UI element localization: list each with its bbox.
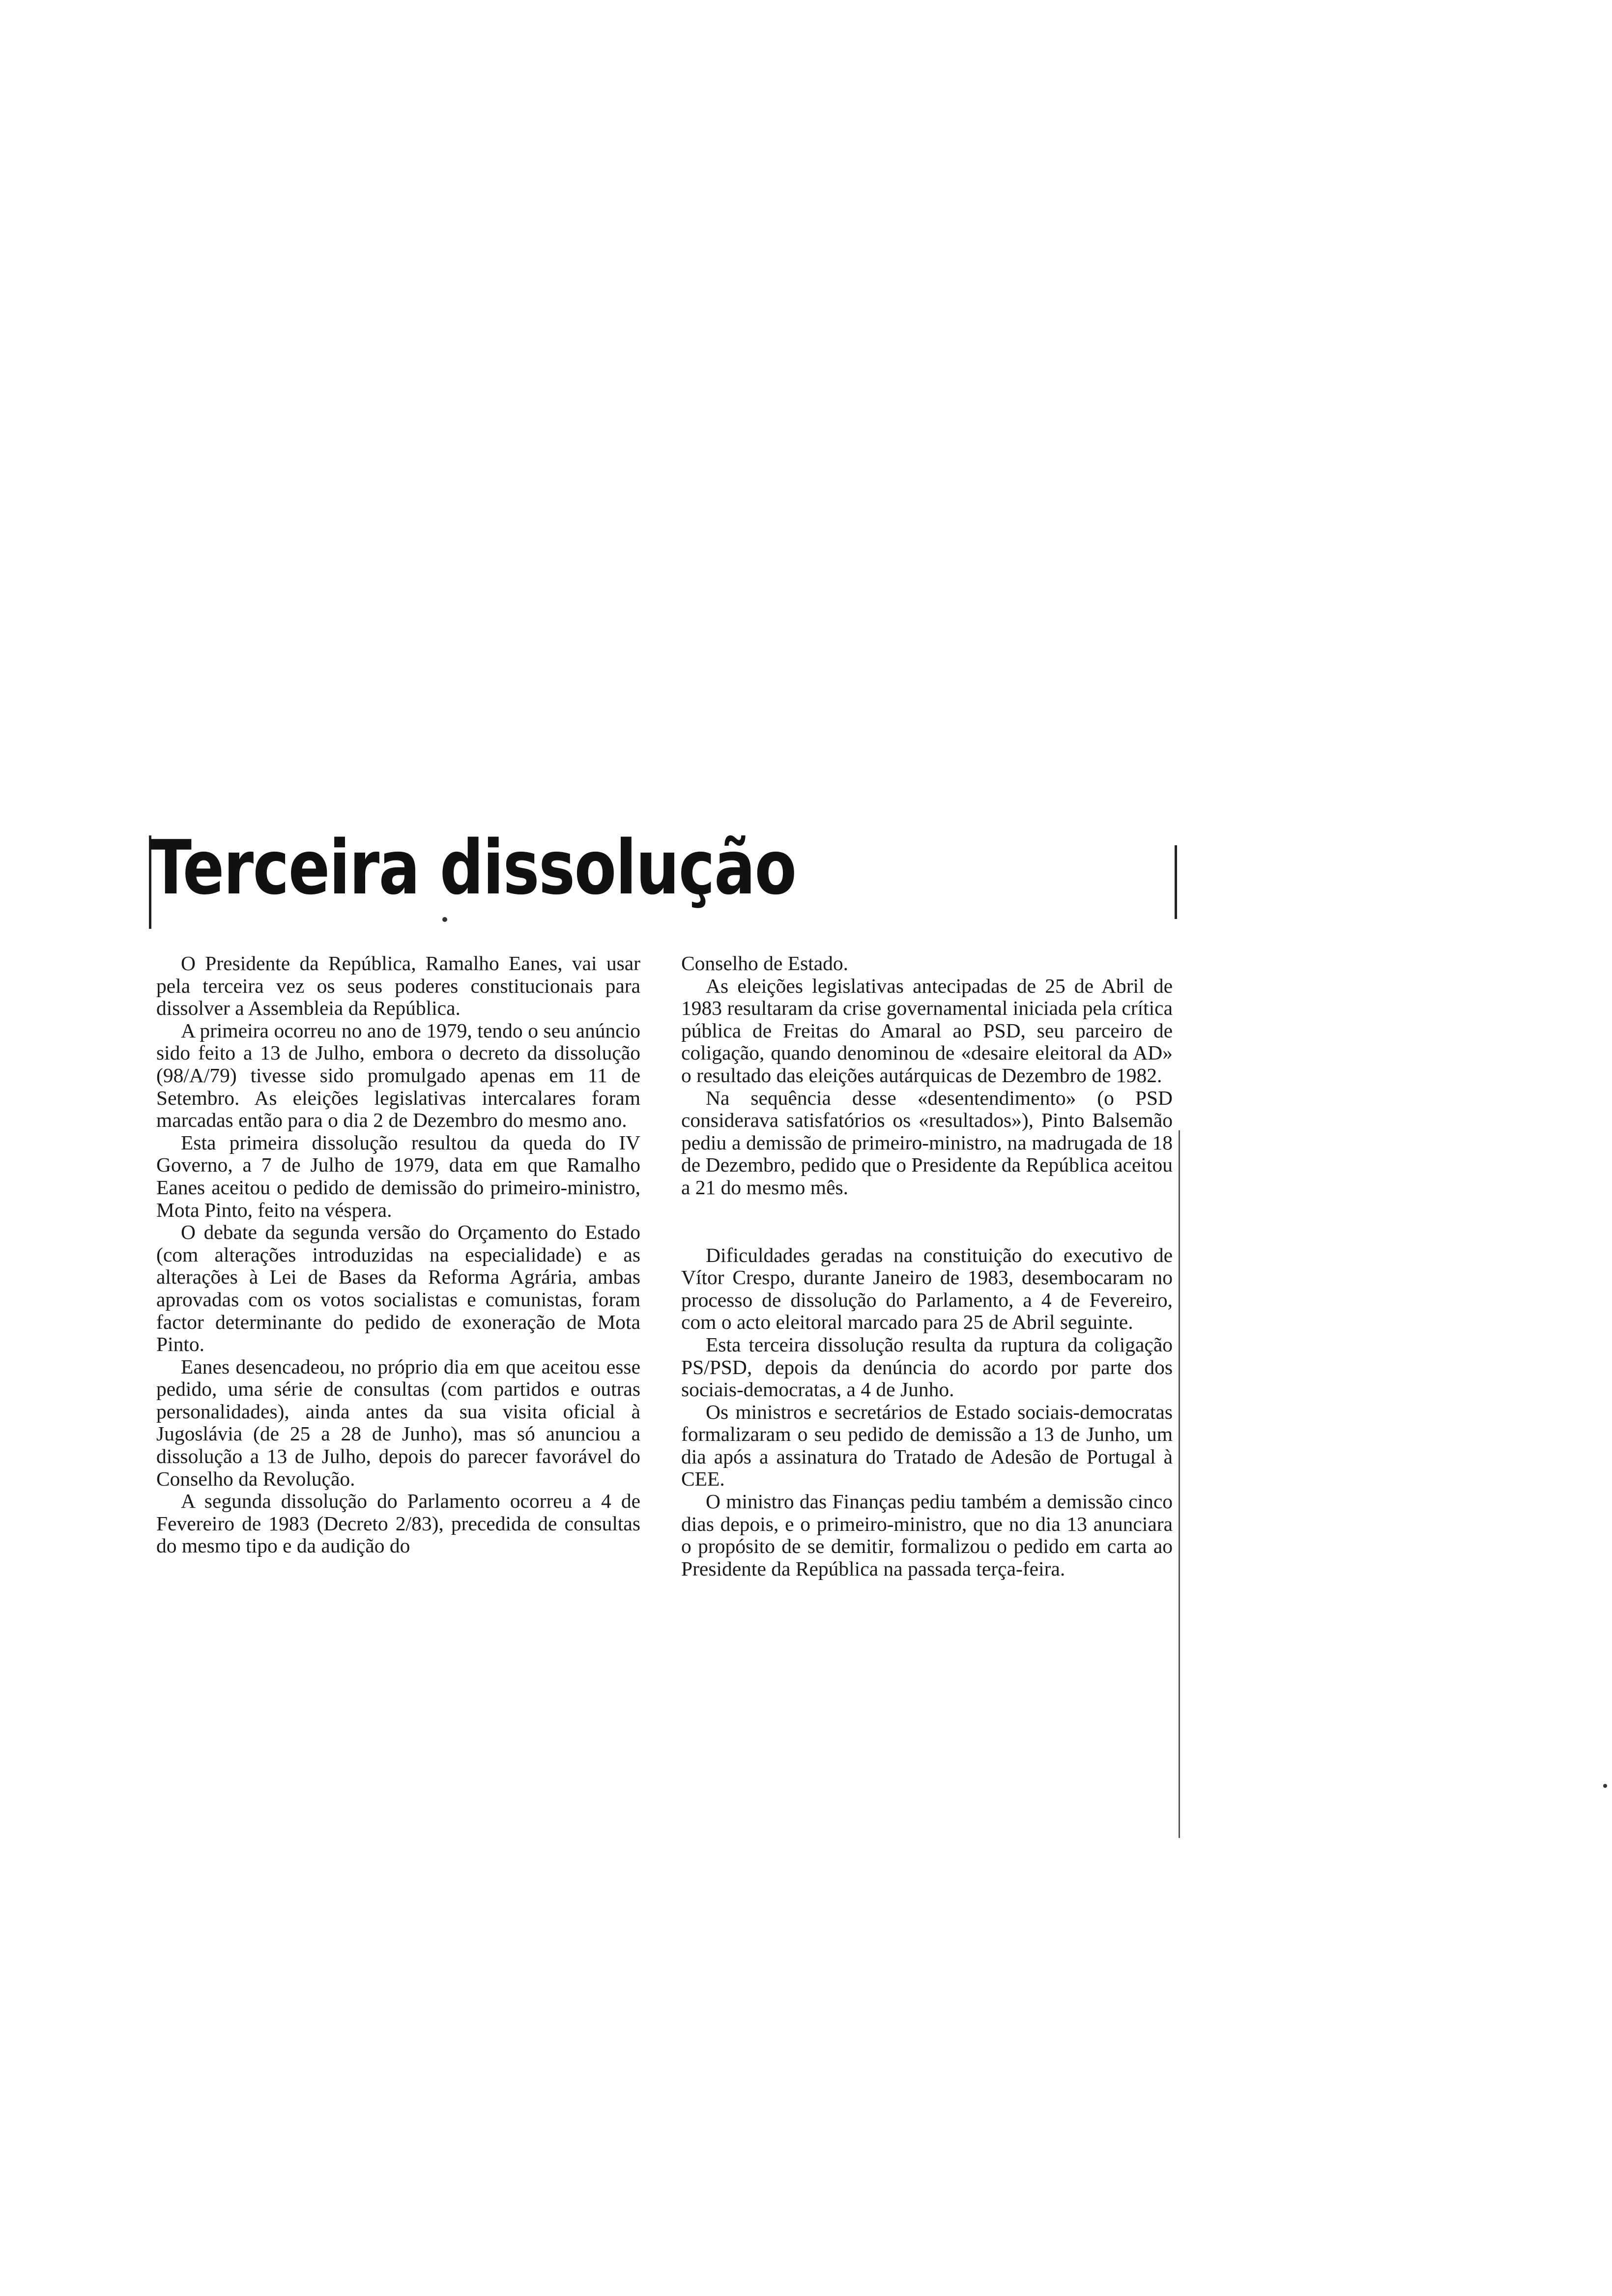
paragraph: O Presidente da República, Ramalho Eanes, vai usar pela terceira vez os seus poderes constitucionais para dissolver a Assembleia da República.: [156, 952, 640, 1020]
paragraph: Dificuldades geradas na constituição do executivo de Vítor Crespo, durante Janeiro de 1983, desembocaram no processo de dissolução do Parlamento, a 4 de Fevereiro, com o acto eleitoral marcado para 25 de Abril seguinte.: [681, 1243, 1173, 1334]
paragraph: Esta terceira dissolução resulta da ruptura da coligação PS/PSD, depois da denúncia do acordo por parte dos sociais-democratas, a 4 de Junho.: [681, 1333, 1173, 1401]
column-rule-top-right: [1175, 845, 1177, 919]
paragraph: A segunda dissolução do Parlamento ocorreu a 4 de Fevereiro de 1983 (Decreto 2/83), precedida de consultas do mesmo tipo e da audição do: [156, 1490, 640, 1557]
paragraph: O debate da segunda versão do Orçamento do Estado (com alterações introduzidas na especialidade) e as alterações à Lei de Bases da Reforma Agrária, ambas aprovadas com os votos socialistas e comunistas, foram factor determinante do pedido de exoneração de Mota Pinto.: [156, 1221, 640, 1356]
paragraph: A primeira ocorreu no ano de 1979, tendo o seu anúncio sido feito a 13 de Julho, embora o decreto da dissolução (98/A/79) tivesse sido promulgado apenas em 11 de Setembro. As eleições legislativas intercalares foram marcadas então para o dia 2 de Dezembro do mesmo ano.: [156, 1019, 640, 1132]
column-rule-right: [1179, 1130, 1180, 1838]
right-column: [681, 952, 1173, 1580]
paragraph: Na sequência desse «desentendimento» (o PSD considerava satisfatórios os «resultados»), Pinto Balsemão pediu a demissão de primeiro-ministro, na madrugada de 18 de Dezembro, pedido que o Presidente da República aceitou a 21 do mesmo mês.: [681, 1086, 1173, 1199]
left-column: [156, 952, 640, 1557]
paragraph: Esta primeira dissolução resultou da queda do IV Governo, a 7 de Julho de 1979, data em que Ramalho Eanes aceitou o pedido de demissão do primeiro-ministro, Mota Pinto, feito na véspera.: [156, 1131, 640, 1221]
paragraph: Eanes desencadeou, no próprio dia em que aceitou esse pedido, uma série de consultas (com partidos e outras personalidades), ainda antes da sua visita oficial à Jugoslávia (de 25 a 28 de Junho), mas só anunciou a dissolução a 13 de Julho, depois do parecer favorável do Conselho da Revolução.: [156, 1355, 640, 1490]
headline: Terceira dissolução: [150, 824, 796, 911]
paragraph: O ministro das Finanças pediu também a demissão cinco dias depois, e o primeiro-ministro, que no dia 13 anunciara o propósito de se demitir, formalizou o pedido em carta ao Presidente da República na passada terça-feira.: [681, 1490, 1173, 1580]
print-speck: [1603, 1784, 1607, 1788]
print-speck: [442, 917, 447, 922]
paragraph: As eleições legislativas antecipadas de 25 de Abril de 1983 resultaram da crise governamental iniciada pela crítica pública de Freitas do Amaral ao PSD, seu parceiro de coligação, quando denominou de «desaire eleitoral da AD» o resultado das eleições autárquicas de Dezembro de 1982.: [681, 974, 1173, 1087]
paragraph: Conselho de Estado.: [681, 952, 849, 975]
paragraph: Os ministros e secretários de Estado sociais-democratas formalizaram o seu pedido de demissão a 13 de Junho, um dia após a assinatura do Tratado de Adesão de Portugal à CEE.: [681, 1400, 1173, 1491]
